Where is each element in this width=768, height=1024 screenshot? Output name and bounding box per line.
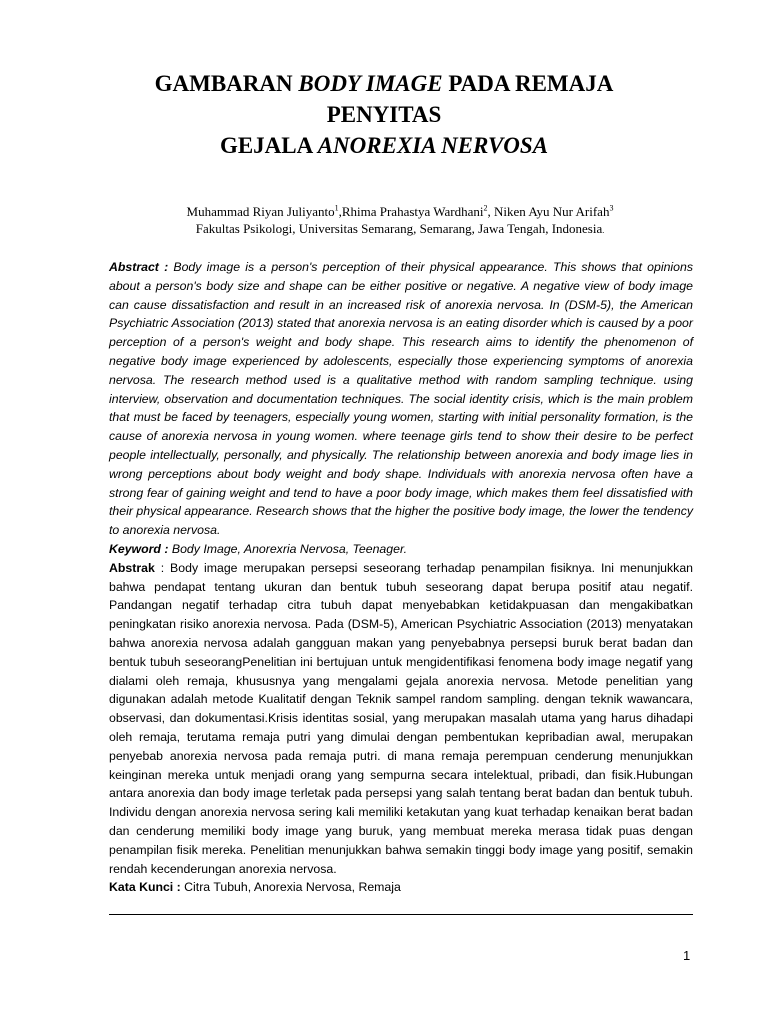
author-2: ,Rhima Prahastya Wardhani bbox=[338, 204, 484, 219]
author-1: Muhammad Riyan Juliyanto bbox=[186, 204, 335, 219]
affiliation bbox=[0, 220, 768, 239]
title-line-3-prefix: GEJALA bbox=[219, 133, 318, 158]
kata-kunci-text: Citra Tubuh, Anorexia Nervosa, Remaja bbox=[180, 880, 401, 895]
abstract-text: Body image is a person's perception of their physical appearance. This shows that opinions about a person's body size and shape can be either positive or negative. A negative view of body image can cause dissatisfaction and result in an increased risk of anorexia nervosa. In (DSM-5), the American Psychiatric Association (2013) stated that anorexia nervosa is an eating disorder which is caused by a poor perception of a person's weight and body shape. This research aims to identify the phenomenon of negative body image experienced by adolescents, especially those experiencing symptoms of anorexia nervosa. The research method used is a qualitative method with random sampling technique. using interview, observation and documentation techniques. The social identity crisis, which is the main problem that must be faced by teenagers, especially young women, starting with initial personality formation, is the cause of anorexia nervosa in young women. where teenage girls tend to show their desire to be perfect people intellectually, personally, and physically. The relationship between anorexia and body image lies in wrong perceptions about body weight and body shape. Individuals with anorexia nervosa often have a strong fear of gaining weight and tend to have a poor body image, which makes them feel dissatisfied with their physical appearance. Research shows that the higher the positive body image, the lower the tendency to anorexia nervosa. bbox=[109, 260, 693, 538]
kata-kunci-label: Kata Kunci : bbox=[109, 880, 181, 895]
author-list bbox=[0, 203, 768, 220]
title-line-3 bbox=[0, 130, 768, 161]
keywords-english bbox=[109, 540, 693, 559]
affiliation-period: . bbox=[602, 226, 605, 235]
keyword-text: Body Image, Anorexria Nervosa, Teenager. bbox=[168, 541, 408, 556]
author-3: , Niken Ayu Nur Arifah bbox=[487, 204, 610, 219]
abstrak-text: : Body image merupakan persepsi seseorang terhadap penampilan fisiknya. Ini menunjukkan bahwa pendapat tentang ukuran dan bentuk tubuh seseorang dapat berupa positif atau negatif. Pandangan negatif terhadap citra tubuh dapat menyebabkan ketidakpuasan dan mengakibatkan peningkatan risiko anorexia nervosa. Pada (DSM-5), American Psychiatric Association (2013) menyatakan bahwa anorexia nervosa adalah gangguan makan yang penyebabnya persepsi buruk berat badan dan bentuk tubuh seseorangPenelitian ini bertujuan untuk mengidentifikasi fenomena body image negatif yang dialami oleh remaja, khususnya yang mengalami gejala anorexia nervosa. Metode penelitian yang digunakan adalah metode Kualitatif dengan Teknik sampel random sampling. dengan teknik wawancara, observasi, dan dokumentasi.Krisis identitas sosial, yang merupakan masalah utama yang harus dihadapi oleh remaja, terutama remaja putri yang dimulai dengan pembentukan kepribadian awal, merupakan penyebab anorexia nervosa pada remaja putri. di mana remaja perempuan cenderung menunjukkan keinginan mereka untuk menjadi orang yang sempurna secara intelektual, pribadi, dan fisik.Hubungan antara anorexia dan body image terletak pada persepsi yang salah tentang berat badan dan bentuk tubuh. Individu dengan anorexia nervosa sering kali memiliki ketakutan yang kuat terhadap kenaikan berat badan dan cenderung memiliki body image yang buruk, yang membuat mereka merasa tidak puas dengan penampilan fisik mereka. Penelitian menunjukkan bahwa semakin tinggi body image yang positif, semakin rendah kecenderungan anorexia nervosa. bbox=[109, 560, 693, 876]
page-number: 1 bbox=[683, 948, 691, 963]
abstract-label: Abstract : bbox=[109, 260, 169, 274]
section-divider bbox=[109, 914, 693, 915]
abstract-indonesian bbox=[109, 559, 693, 879]
title-line-1-prefix: GAMBARAN bbox=[154, 71, 299, 96]
title-line-1-suffix: PADA REMAJA bbox=[442, 71, 614, 96]
affiliation-text: Fakultas Psikologi, Universitas Semarang, Semarang, Jawa Tengah, Indonesia bbox=[195, 221, 603, 236]
title-line-3-italic: ANOREXIA NERVOSA bbox=[317, 133, 549, 158]
abstrak-label: Abstrak bbox=[109, 560, 155, 575]
keywords-indonesian bbox=[109, 878, 693, 897]
keyword-label: Keyword : bbox=[109, 541, 169, 556]
title-line-2: PENYITAS bbox=[326, 102, 442, 127]
title-line-1-italic: BODY IMAGE bbox=[298, 71, 443, 96]
author-2-affiliation-marker: 2 bbox=[483, 203, 488, 213]
author-3-affiliation-marker: 3 bbox=[609, 203, 614, 213]
paper-title bbox=[0, 68, 768, 161]
author-1-affiliation-marker: 1 bbox=[334, 203, 339, 213]
abstract-english bbox=[109, 258, 693, 540]
title-line-1 bbox=[0, 68, 768, 99]
abstract-section bbox=[109, 258, 693, 897]
